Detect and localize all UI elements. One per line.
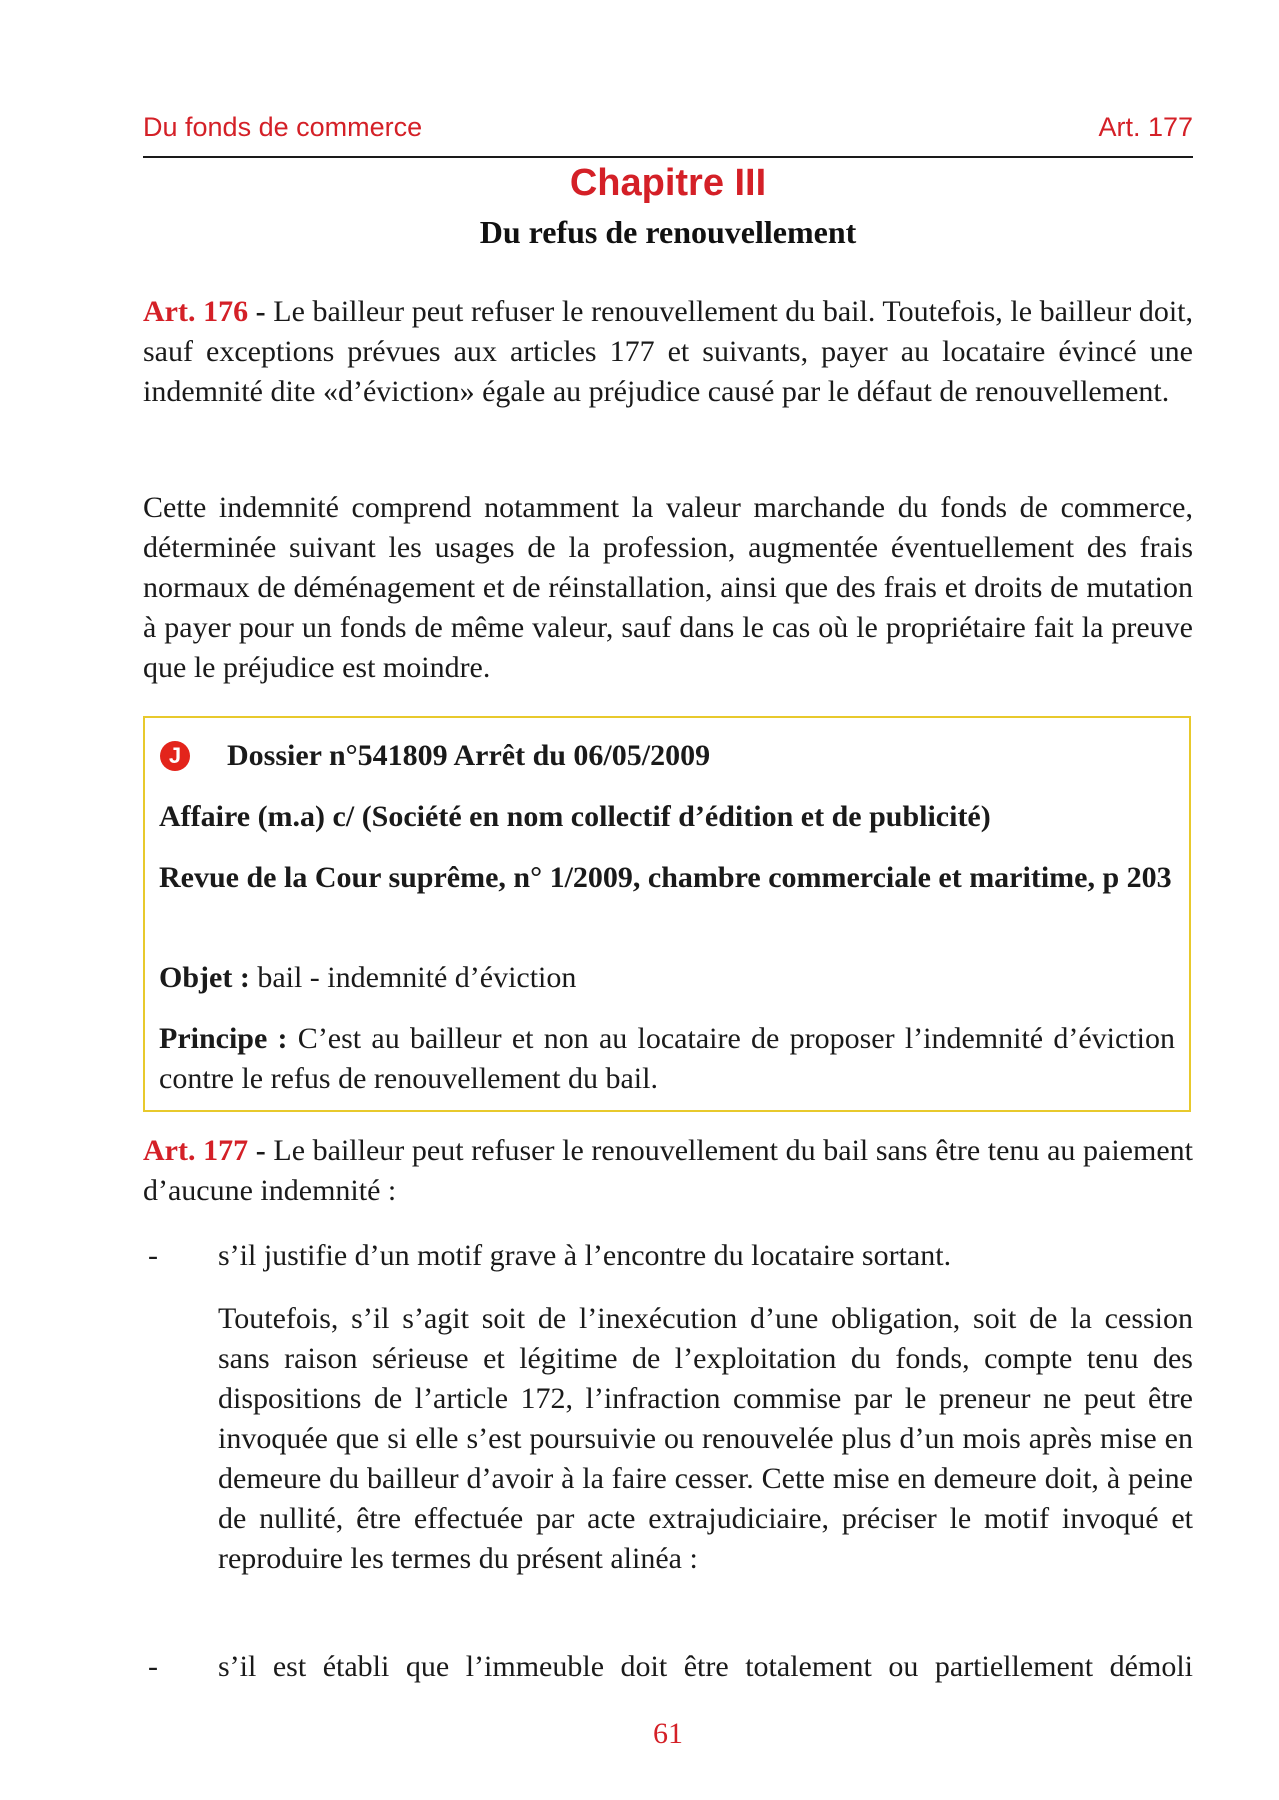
bullet-dash: -: [148, 1239, 158, 1272]
dossier-reference: Dossier n°541809 Arrêt du 06/05/2009: [227, 739, 711, 772]
list-item-text: s’il est établi que l’immeuble doit être totalement ou partiellement démoli: [218, 1650, 1193, 1683]
article-177-label: Art. 177: [143, 1134, 249, 1167]
jurisprudence-icon: J: [160, 741, 190, 771]
revue-line: Revue de la Cour suprême, n° 1/2009, chambre commerciale et maritime, p 203: [159, 861, 1172, 894]
bullet-dash: -: [148, 1650, 158, 1683]
article-177-text: Le bailleur peut refuser le renouvellement du bail sans être tenu au paiement d’aucune indemnité :: [143, 1134, 1193, 1207]
chapter-subtitle: Du refus de renouvellement: [479, 214, 857, 250]
section-title: Du fonds de commerce: [143, 112, 423, 142]
running-header: [143, 112, 1193, 158]
list-item-detail: Toutefois, s’il s’agit soit de l’inexécution d’une obligation, soit de la cession sans raison sérieuse et légitime de l’exploitation du fonds, compte tenu des dispositions de l’article 172, l’infraction commise par le preneur ne peut être invoquée que si elle s’est poursuivie ou renouvelée plus d’un mois après mise en demeure du bailleur d’avoir à la faire cesser. Cette mise en demeure doit, à peine de nullité, être effectuée par acte extrajudiciaire, préciser le motif invoqué et reproduire les termes du présent alinéa :: [218, 1302, 1193, 1575]
objet-label: Objet :: [159, 961, 250, 994]
principe-line: [159, 1019, 1175, 1099]
affaire-line: Affaire (m.a) c/ (Société en nom collectif d’édition et de publicité): [159, 800, 991, 833]
page-number: 61: [653, 1717, 683, 1750]
principe-text: C’est au bailleur et non au locataire de proposer l’indemnité d’éviction contre le refus de renouvellement du bail.: [159, 1022, 1175, 1095]
article-177-intro: Art. 177 - Le bailleur peut refuser le renouvellement du bail sans être tenu au paiement d’aucune indemnité :: [143, 1134, 1193, 1207]
article-176-paragraph-2: Cette indemnité comprend notamment la valeur marchande du fonds de commerce, déterminée suivant les usages de la profession, augmentée éventuellement des frais normaux de déménagement et de réinstallation, ainsi que des frais et droits de mutation à payer pour un fonds de même valeur, sauf dans le cas où le propriétaire fait la preuve que le préjudice est moindre.: [143, 491, 1193, 684]
article-176-paragraph-1: Art. 176 - Le bailleur peut refuser le renouvellement du bail. Toutefois, le bailleur doit, sauf exceptions prévues aux articles 177 et suivants, payer au locataire évincé une indemnité dite «d’éviction» égale au préjudice causé par le défaut de renouvellement.: [143, 295, 1193, 408]
article-reference: Art. 177: [1098, 112, 1193, 142]
list-item-text: s’il justifie d’un motif grave à l’encontre du locataire sortant.: [218, 1239, 952, 1272]
objet-line: [159, 958, 1175, 998]
objet-text: bail - indemnité d’éviction: [249, 961, 577, 994]
document-page: [143, 0, 1193, 1800]
article-176-text: Le bailleur peut refuser le renouvellement du bail. Toutefois, le bailleur doit, sauf exceptions prévues aux articles 177 et suivants, payer au locataire évincé une indemnité dite «d’éviction» égale au préjudice causé par le défaut de renouvellement.: [143, 295, 1193, 408]
jurisprudence-box: [143, 716, 1191, 1112]
chapter-title: Chapitre III: [569, 162, 767, 204]
principe-label: Principe :: [159, 1022, 288, 1055]
article-176-label: Art. 176: [143, 295, 249, 328]
